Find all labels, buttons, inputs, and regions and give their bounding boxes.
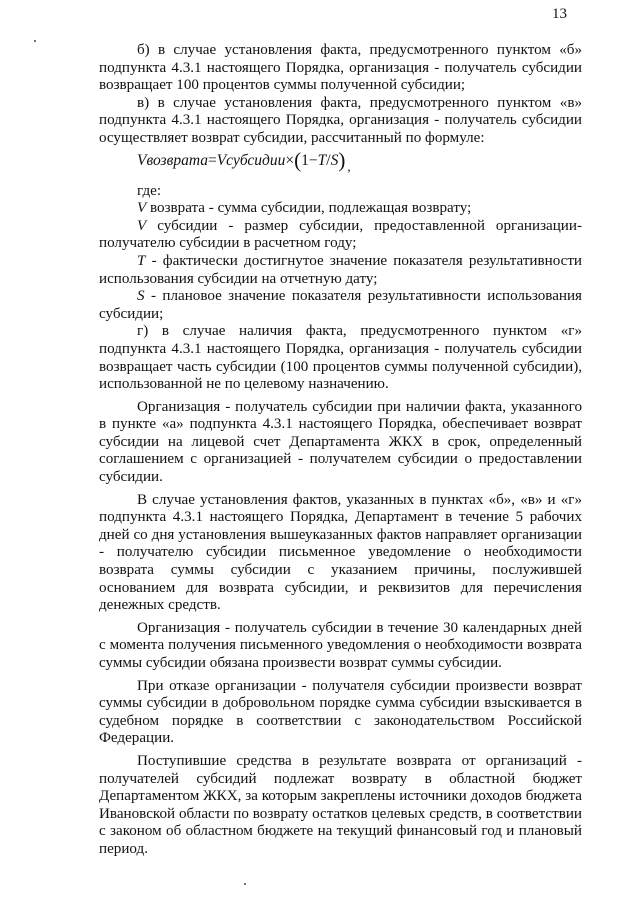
paragraph-point-a: Организация - получатель субсидии при наличии факта, указанного в пункте «а» подпункта 4.3.1 настоящего Порядка, обеспечивает возврат субсидии на лицевой счет Департамента ЖКХ в срок, определенный соглашением с организацией - получателем субсидии о предоставлении субсидии. [99, 398, 582, 486]
definition-v-subsidy [99, 218, 582, 253]
refund-formula [99, 148, 582, 174]
definition-s-var: S [137, 288, 145, 305]
formula-s: S [330, 151, 339, 169]
definition-v-subsidy-var: V [137, 217, 147, 234]
formula-times: × [285, 151, 295, 169]
definition-v-return [99, 200, 582, 218]
formula-rparen: ) [338, 147, 346, 172]
scan-speck [34, 40, 36, 42]
paragraph-v: в) в случае установления факта, предусмотренного пунктом «в» подпункта 4.3.1 настоящего Порядка, организация - получатель субсидии осуществляет возврат субсидии, рассчитанный по формуле: [99, 94, 582, 146]
definition-t [99, 253, 582, 288]
where-label: где: [137, 182, 162, 199]
document-body [99, 42, 582, 859]
formula-lhs: Vвозврата [137, 151, 208, 169]
scan-speck [244, 883, 246, 885]
formula-minus: − [308, 151, 318, 169]
formula-slash: / [326, 151, 331, 169]
paragraph-funds-return: Поступившие средства в результате возврата от организаций - получателей субсидий подлежат возврату в областной бюджет Департаментом ЖКХ, за которым закреплены источники доходов бюджета Ивановской области по возврату остатков целевых средств, в соответствии с законом об областном бюджете на текущий финансовый год и плановый период. [99, 752, 582, 857]
paragraph-30-days: Организация - получатель субсидии в течение 30 календарных дней с момента получения письменного уведомления о необходимости возврата суммы субсидии обязана произвести возврат суммы субсидии. [99, 619, 582, 671]
formula-one: 1 [301, 151, 309, 169]
definition-v-subsidy-text: субсидии - размер субсидии, предоставленной организации-получателю субсидии в расчетном году; [99, 217, 582, 252]
paragraph-g: г) в случае наличия факта, предусмотренного пунктом «г» подпункта 4.3.1 настоящего Порядка, организация - получатель субсидии возвращает часть субсидии (100 процентов суммы полученной субсидии), использованной не по целевому назначению. [99, 323, 582, 393]
definition-v-return-text: возврата - сумма субсидии, подлежащая возврату; [146, 200, 472, 217]
paragraph-refusal: При отказе организации - получателя субсидии произвести возврат суммы субсидии в добровольном порядке сумма субсидии взыскивается в судебном порядке в соответствии с законодательством Российской Федерации. [99, 677, 582, 747]
definition-v-return-var: V [137, 200, 147, 217]
formula-subsidy: Vсубсидии [216, 151, 286, 169]
page-number: 13 [552, 6, 567, 22]
definition-s-text: - плановое значение показателя результативности использования субсидии; [99, 288, 582, 322]
formula-lparen: ( [294, 147, 302, 172]
formula-equals: = [207, 151, 217, 169]
definition-s [99, 288, 582, 323]
definition-t-text: - фактически достигнутое значение показателя результативности использования субсидии на отчетную дату; [99, 252, 582, 287]
formula-comma: , [347, 158, 351, 174]
definition-t-var: T [137, 252, 146, 269]
formula-t: T [317, 151, 327, 169]
paragraph-points-bvg: В случае установления фактов, указанных в пунктах «б», «в» и «г» подпункта 4.3.1 настоящего Порядка, Департамент в течение 5 рабочих дней со дня установления вышеуказанных фактов направляет организации - получателю субсидии письменное уведомление о необходимости возврата суммы субсидии с указанием причины, послужившей основанием для возврата субсидии, и реквизитов для перечисления денежных средств. [99, 491, 582, 614]
paragraph-b: б) в случае установления факта, предусмотренного пунктом «б» подпункта 4.3.1 настоящего Порядка, организация - получатель субсидии возвращает 100 процентов суммы полученной субсидии; [99, 42, 582, 94]
